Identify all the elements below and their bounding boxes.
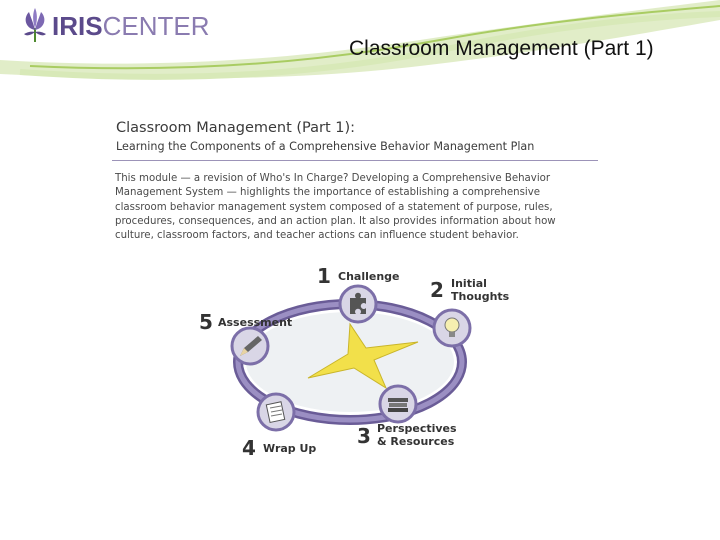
step-3-number: 3: [357, 424, 371, 448]
module-heading: Classroom Management (Part 1):: [116, 120, 356, 136]
step-5-label[interactable]: Assessment: [218, 316, 293, 329]
iris-flower-icon: [20, 6, 50, 46]
slide-title: Classroom Management (Part 1): [349, 37, 654, 60]
star-legacy-cycle: [190, 258, 530, 468]
module-panel: [112, 116, 598, 243]
step-5-number: 5: [199, 310, 213, 334]
puzzle-node[interactable]: [340, 286, 376, 322]
lightbulb-icon: [445, 318, 459, 332]
logo-center-text: CENTER: [102, 10, 210, 41]
notepad-icon: [266, 402, 284, 423]
module-description: This module — a revision of Who's In Charge? Developing a Comprehensive Behavior Management System — highlights the importance of establishing a comprehensive classroom behavior management system composed of a statement of purpose, rules, procedures, consequences, and an action plan. It also provides information about how culture, classroom factors, and teacher actions can influence student behavior.: [115, 173, 556, 242]
books-icon: [388, 398, 408, 402]
step-4-label[interactable]: Wrap Up: [263, 442, 317, 455]
logo-iris-text: IRIS: [52, 10, 103, 41]
lightbulb-node[interactable]: [434, 310, 470, 346]
step-1-number: 1: [317, 264, 331, 288]
module-divider: [112, 160, 598, 161]
iris-center-logo: [20, 6, 209, 46]
step-2-number: 2: [430, 278, 444, 302]
step-3-label[interactable]: Perspectives & Resources: [377, 422, 457, 448]
step-4-number: 4: [242, 436, 256, 460]
module-subheading: Learning the Components of a Comprehensive Behavior Management Plan: [116, 140, 535, 153]
pencil-node[interactable]: [232, 328, 268, 364]
step-1-label[interactable]: Challenge: [338, 270, 400, 283]
notepad-node[interactable]: [258, 394, 294, 430]
step-2-label[interactable]: Initial Thoughts: [451, 277, 510, 303]
books-node[interactable]: [380, 386, 416, 422]
